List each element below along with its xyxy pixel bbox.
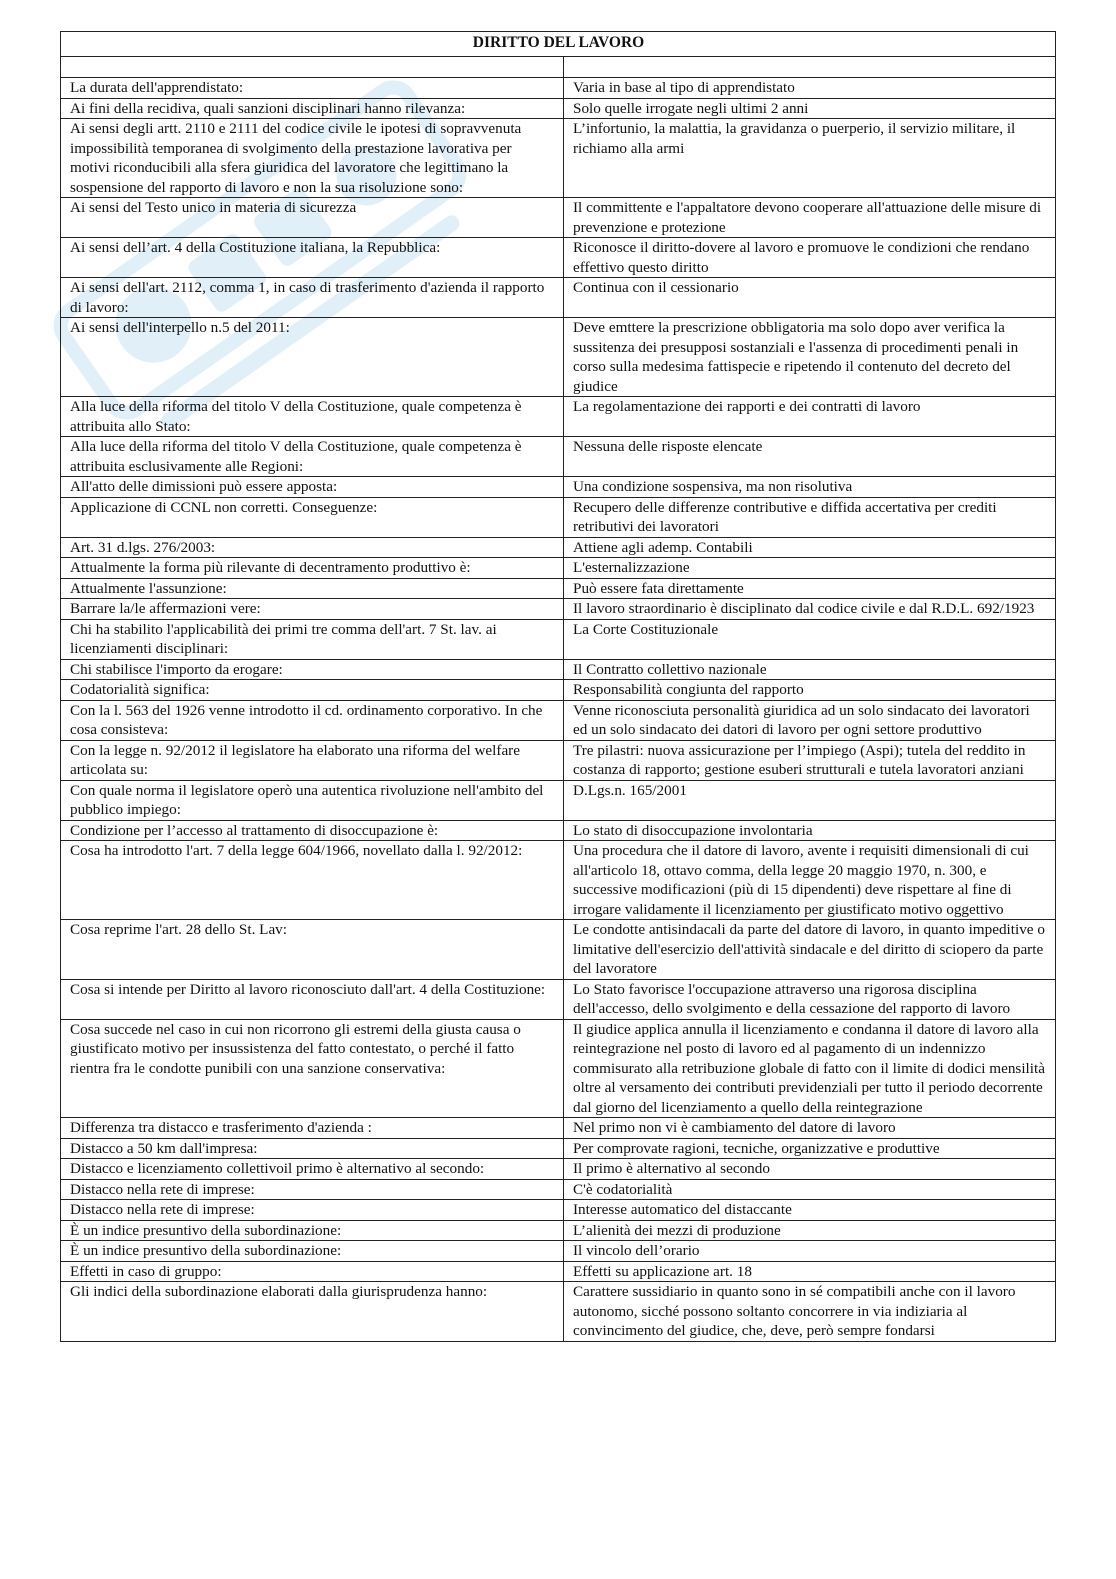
question-cell: Differenza tra distacco e trasferimento d'azienda : <box>61 1118 564 1139</box>
question-cell: È un indice presuntivo della subordinazione: <box>61 1220 564 1241</box>
answer-cell: Il Contratto collettivo nazionale <box>564 659 1056 680</box>
question-cell: È un indice presuntivo della subordinazione: <box>61 1241 564 1262</box>
answer-cell: Nel primo non vi è cambiamento del datore di lavoro <box>564 1118 1056 1139</box>
question-cell: Ai sensi dell’art. 4 della Costituzione italiana, la Repubblica: <box>61 238 564 278</box>
answer-cell: Le condotte antisindacali da parte del datore di lavoro, in quanto impeditive o limitative dell'esercizio dell'attività sindacale e del diritto di sciopero da parte del lavoratore <box>564 920 1056 980</box>
table-row <box>61 437 1056 477</box>
answer-cell: Interesse automatico del distaccante <box>564 1200 1056 1221</box>
question-cell: Cosa succede nel caso in cui non ricorrono gli estremi della giusta causa o giustificato motivo per insussistenza del fatto contestato, o perché il fatto rientra fra le condotte punibili con una sanzione conservativa: <box>61 1019 564 1118</box>
answer-cell: Attiene agli ademp. Contabili <box>564 537 1056 558</box>
question-cell: Cosa reprime l'art. 28 dello St. Lav: <box>61 920 564 980</box>
table-row <box>61 537 1056 558</box>
question-cell: Codatorialità significa: <box>61 680 564 701</box>
answer-cell: Una procedura che il datore di lavoro, avente i requisiti dimensionali di cui all'articolo 18, ottavo comma, della legge 20 maggio 1970, n. 300, e successive modificazioni (più di 15 dipendenti) deve rispettare al fine di irrogare validamente il licenziamento per giustificato motivo oggettivo <box>564 841 1056 920</box>
table-row <box>61 700 1056 740</box>
question-cell: La durata dell'apprendistato: <box>61 78 564 99</box>
question-cell: Ai sensi del Testo unico in materia di sicurezza <box>61 198 564 238</box>
answer-cell: Una condizione sospensiva, ma non risolutiva <box>564 477 1056 498</box>
question-cell: Chi ha stabilito l'applicabilità dei primi tre comma dell'art. 7 St. lav. ai licenziamenti disciplinari: <box>61 619 564 659</box>
answer-cell: La regolamentazione dei rapporti e dei contratti di lavoro <box>564 397 1056 437</box>
answer-cell: Il committente e l'appaltatore devono cooperare all'attuazione delle misure di prevenzione e protezione <box>564 198 1056 238</box>
question-cell: Ai sensi degli artt. 2110 e 2111 del codice civile le ipotesi di sopravvenuta impossibilità temporanea di svolgimento della prestazione lavorativa per motivi riconducibili alla sfera giuridica del lavoratore che legittimano la sospensione del rapporto di lavoro e non la sua risoluzione sono: <box>61 119 564 198</box>
question-cell: Applicazione di CCNL non corretti. Conseguenze: <box>61 497 564 537</box>
answer-cell: Deve emttere la prescrizione obbligatoria ma solo dopo aver verifica la sussitenza dei presupposi sostanziali e l'assenza di procedimenti penali in corso sulla medesima fattispecie e ripetendo il contenuto del decreto del giudice <box>564 318 1056 397</box>
table-row <box>61 1019 1056 1118</box>
answer-cell: Lo Stato favorisce l'occupazione attraverso una rigorosa disciplina dell'accesso, dello svolgimento e della cessazione del rapporto di lavoro <box>564 979 1056 1019</box>
answer-cell: Responsabilità congiunta del rapporto <box>564 680 1056 701</box>
document-page <box>60 31 1055 1342</box>
table-row <box>61 1118 1056 1139</box>
table-row <box>61 578 1056 599</box>
question-cell: Distacco e licenziamento collettivoil primo è alternativo al secondo: <box>61 1159 564 1180</box>
table-row <box>61 740 1056 780</box>
question-cell: Cosa ha introdotto l'art. 7 della legge 604/1966, novellato dalla l. 92/2012: <box>61 841 564 920</box>
question-cell: Con la legge n. 92/2012 il legislatore ha elaborato una riforma del welfare articolata su: <box>61 740 564 780</box>
answer-cell: C'è codatorialità <box>564 1179 1056 1200</box>
spacer-cell <box>564 57 1056 78</box>
answer-cell: L’infortunio, la malattia, la gravidanza o puerperio, il servizio militare, il richiamo alla armi <box>564 119 1056 198</box>
table-row <box>61 119 1056 198</box>
table-row <box>61 841 1056 920</box>
table-row <box>61 1220 1056 1241</box>
question-cell: Ai sensi dell'interpello n.5 del 2011: <box>61 318 564 397</box>
table-row <box>61 198 1056 238</box>
table-row <box>61 979 1056 1019</box>
question-cell: Ai sensi dell'art. 2112, comma 1, in caso di trasferimento d'azienda il rapporto di lavoro: <box>61 278 564 318</box>
answer-cell: Venne riconosciuta personalità giuridica ad un solo sindacato dei lavoratori ed un solo sindacato dei datori di lavoro per ogni settore produttivo <box>564 700 1056 740</box>
table-row <box>61 619 1056 659</box>
table-row <box>61 238 1056 278</box>
answer-cell: Effetti su applicazione art. 18 <box>564 1261 1056 1282</box>
question-cell: Barrare la/le affermazioni vere: <box>61 599 564 620</box>
answer-cell: Può essere fata direttamente <box>564 578 1056 599</box>
answer-cell: D.Lgs.n. 165/2001 <box>564 780 1056 820</box>
table-row <box>61 1179 1056 1200</box>
question-cell: Attualmente la forma più rilevante di decentramento produttivo è: <box>61 558 564 579</box>
answer-cell: Il vincolo dell’orario <box>564 1241 1056 1262</box>
table-row <box>61 599 1056 620</box>
answer-cell: L'esternalizzazione <box>564 558 1056 579</box>
table-row <box>61 98 1056 119</box>
answer-cell: Il primo è alternativo al secondo <box>564 1159 1056 1180</box>
question-cell: All'atto delle dimissioni può essere apposta: <box>61 477 564 498</box>
answer-cell: Il giudice applica annulla il licenziamento e condanna il datore di lavoro alla reintegrazione nel posto di lavoro ed al pagamento di un indennizzo commisurato alla retribuzione globale di fatto con il limite di dodici mensilità oltre al versamento dei contributi previdenziali per tutto il periodo decorrente dal giorno del licenziamento a quello della reintegrazione <box>564 1019 1056 1118</box>
question-cell: Alla luce della riforma del titolo V della Costituzione, quale competenza è attribuita esclusivamente alle Regioni: <box>61 437 564 477</box>
question-cell: Distacco nella rete di imprese: <box>61 1179 564 1200</box>
question-cell: Con la l. 563 del 1926 venne introdotto il cd. ordinamento corporativo. In che cosa consisteva: <box>61 700 564 740</box>
table-row <box>61 780 1056 820</box>
answer-cell: Lo stato di disoccupazione involontaria <box>564 820 1056 841</box>
question-cell: Attualmente l'assunzione: <box>61 578 564 599</box>
spacer-cell <box>61 57 564 78</box>
table-row <box>61 1261 1056 1282</box>
answer-cell: La Corte Costituzionale <box>564 619 1056 659</box>
table-row <box>61 278 1056 318</box>
title-row <box>61 32 1056 57</box>
answer-cell: L’alienità dei mezzi di produzione <box>564 1220 1056 1241</box>
question-cell: Effetti in caso di gruppo: <box>61 1261 564 1282</box>
question-cell: Cosa si intende per Diritto al lavoro riconosciuto dall'art. 4 della Costituzione: <box>61 979 564 1019</box>
question-cell: Gli indici della subordinazione elaborati dalla giurisprudenza hanno: <box>61 1282 564 1342</box>
answer-cell: Riconosce il diritto-dovere al lavoro e promuove le condizioni che rendano effettivo questo diritto <box>564 238 1056 278</box>
answer-cell: Nessuna delle risposte elencate <box>564 437 1056 477</box>
answer-cell: Per comprovate ragioni, tecniche, organizzative e produttive <box>564 1138 1056 1159</box>
question-cell: Alla luce della riforma del titolo V della Costituzione, quale competenza è attribuita allo Stato: <box>61 397 564 437</box>
table-row <box>61 1138 1056 1159</box>
question-cell: Chi stabilisce l'importo da erogare: <box>61 659 564 680</box>
table-row <box>61 397 1056 437</box>
table-row <box>61 659 1056 680</box>
table-row <box>61 1200 1056 1221</box>
spacer-row <box>61 57 1056 78</box>
table-row <box>61 1282 1056 1342</box>
question-cell: Art. 31 d.lgs. 276/2003: <box>61 537 564 558</box>
table-row <box>61 497 1056 537</box>
table-row <box>61 78 1056 99</box>
question-cell: Ai fini della recidiva, quali sanzioni disciplinari hanno rilevanza: <box>61 98 564 119</box>
table-row <box>61 558 1056 579</box>
question-cell: Distacco nella rete di imprese: <box>61 1200 564 1221</box>
question-cell: Con quale norma il legislatore operò una autentica rivoluzione nell'ambito del pubblico impiego: <box>61 780 564 820</box>
table-row <box>61 820 1056 841</box>
table-row <box>61 318 1056 397</box>
answer-cell: Tre pilastri: nuova assicurazione per l’impiego (Aspi); tutela del reddito in costanza di rapporto; gestione esuberi strutturali e tutela lavoratori anziani <box>564 740 1056 780</box>
answer-cell: Il lavoro straordinario è disciplinato dal codice civile e dal R.D.L. 692/1923 <box>564 599 1056 620</box>
document-title: DIRITTO DEL LAVORO <box>61 32 1056 57</box>
table-row <box>61 680 1056 701</box>
qa-table <box>60 31 1056 1342</box>
table-row <box>61 920 1056 980</box>
answer-cell: Recupero delle differenze contributive e diffida accertativa per crediti retributivi dei lavoratori <box>564 497 1056 537</box>
answer-cell: Carattere sussidiario in quanto sono in sé compatibili anche con il lavoro autonomo, sicché possono soltanto concorrere in via indiziaria al convincimento del giudice, che, deve, però sempre fondarsi <box>564 1282 1056 1342</box>
table-row <box>61 477 1056 498</box>
table-row <box>61 1241 1056 1262</box>
answer-cell: Varia in base al tipo di apprendistato <box>564 78 1056 99</box>
answer-cell: Solo quelle irrogate negli ultimi 2 anni <box>564 98 1056 119</box>
answer-cell: Continua con il cessionario <box>564 278 1056 318</box>
table-row <box>61 1159 1056 1180</box>
question-cell: Condizione per l’accesso al trattamento di disoccupazione è: <box>61 820 564 841</box>
question-cell: Distacco a 50 km dall'impresa: <box>61 1138 564 1159</box>
